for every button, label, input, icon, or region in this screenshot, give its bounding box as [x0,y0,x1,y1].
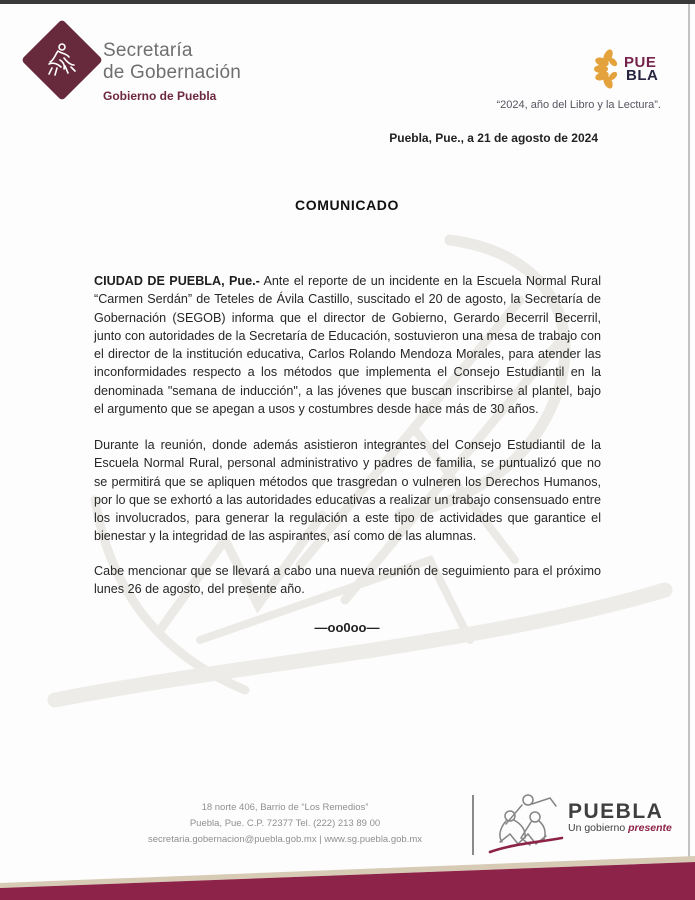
footer-divider [472,795,474,855]
org-name-line1: Secretaría [103,40,193,61]
date-line: Puebla, Pue., a 21 de agosto de 2024 [389,131,598,145]
puebla-flower-icon [594,48,624,90]
segob-logo [20,18,104,102]
paragraph-2 [94,436,601,546]
org-subtitle: Gobierno de Puebla [103,89,217,103]
puebla-brand-logo [594,48,658,90]
paragraph-3-text: Cabe mencionar que se llevará a cabo una nueva reunión de seguimiento para el próximo lunes 26 de agosto, del presente año. [94,564,601,597]
segob-rider-emblem-icon [40,38,84,82]
paragraph-1-text: Ante el reporte de un incidente en la Escuela Normal Rural “Carmen Serdán” de Teteles de Ávila Castillo, suscitado el 20 de agosto, la Secretaría de Gobernación (SEGOB) informa que el director de Gobierno, Gerardo Becerril Becerril, junto con autoridades de la Secretaría de Educación, sostuvieron una mesa de trabajo con el director de la institución educativa, Carlos Rolando Mendoza Morales, para atender las inconformidades respecto a los métodos que implementa el Consejo Estudiantil en la denominada "semana de inducción", a las jóvenes que buscan inscribirse al plantel, bajo el argumento que se apegan a usos y costumbres desde hace más de 30 años. [94,274,601,417]
scan-top-edge [0,0,695,4]
org-name-line2: de Gobernación [103,62,242,83]
footer-address-line3: secretaria.gobernacion@puebla.gob.mx | www.sg.puebla.gob.mx [147,834,423,845]
org-name-block [103,40,241,103]
heroes-sketch-icon [488,790,564,858]
puebla-wordmark-bottom: BLA [626,67,659,84]
document-title: COMUNICADO [295,197,399,213]
footer-logo-title: PUEBLA [568,800,664,823]
footer-logo-sub-prefix: Un gobierno [568,822,629,834]
scan-right-edge [688,4,690,860]
paragraph-1 [94,272,601,418]
paragraph-3 [94,562,601,599]
footer-address-line1: 18 norte 406, Barrio de “Los Remedios” [201,802,369,813]
footer-address-line2: Puebla, Pue. C.P. 72377 Tel. (222) 213 89 00 [189,818,381,829]
footer-logo-text [568,802,672,834]
paragraph-2-text: Durante la reunión, donde además asistieron integrantes del Consejo Estudiantil de la Escuela Normal Rural, personal administrativo y padres de familia, se puntualizó que no se permitirá que se apliquen métodos que trasgredan o vulneren los Derechos Humanos, por lo que se exhortó a las autoridades educativas a realizar un trabajo consensuado entre los involucrados, para generar la regulación a este tipo de actividades que garantice el bienestar y la integridad de las aspirantes, así como de las alumnas. [94,438,601,544]
puebla-wordmark [624,56,658,82]
footer-logo-subtitle [568,822,672,834]
footer-address-block [130,800,440,848]
footer-puebla-logo [488,788,672,858]
puebla-wordmark-top: PUE [624,54,657,71]
paragraph-1-lead: CIUDAD DE PUEBLA, Pue.- [94,274,260,288]
footer-logo-sub-emphasis: presente [628,822,672,834]
end-separator: —oo0oo— [314,620,380,635]
year-tagline: “2024, año del Libro y la Lectura”. [496,99,661,111]
